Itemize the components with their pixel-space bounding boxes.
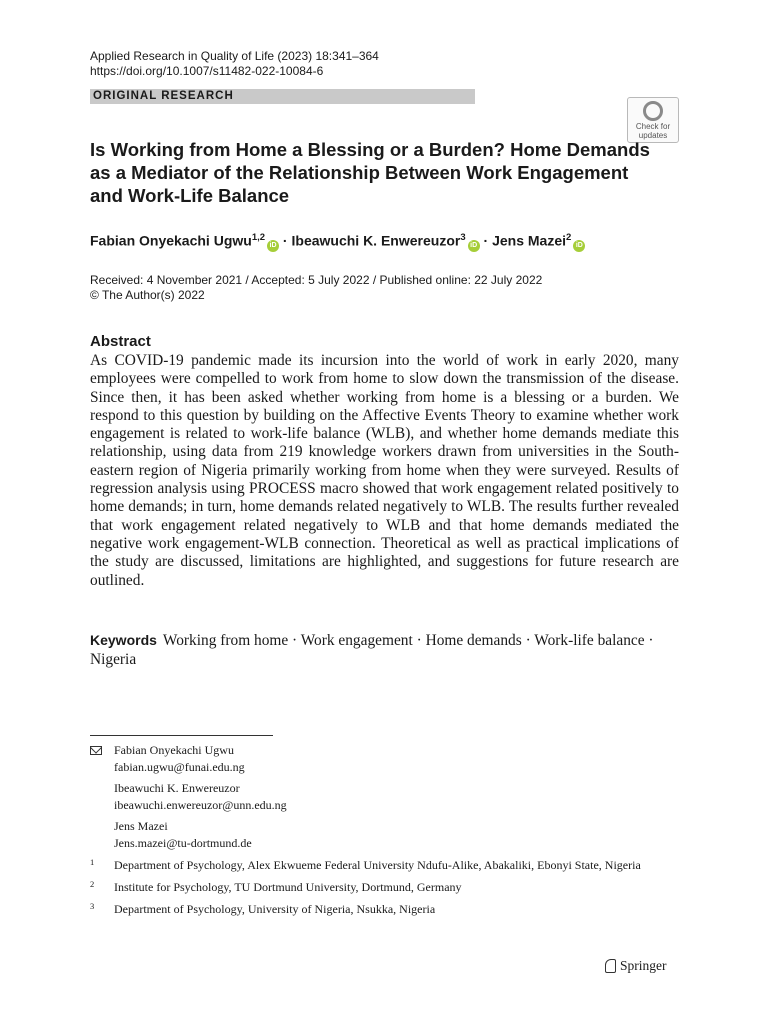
correspondence-name: Ibeawuchi K. Enwereuzor xyxy=(114,781,240,795)
affiliation-text: Institute for Psychology, TU Dortmund University, Dortmund, Germany xyxy=(114,880,462,894)
abstract-heading: Abstract xyxy=(90,333,151,350)
doi-link[interactable]: https://doi.org/10.1007/s11482-022-10084-6 xyxy=(90,64,324,78)
dates-line: Received: 4 November 2021 / Accepted: 5 July 2022 / Published online: 22 July 2022 xyxy=(90,273,543,287)
affiliation-text: Department of Psychology, Alex Ekwueme Federal University Ndufu-Alike, Abakaliki, Ebonyi State, Nigeria xyxy=(114,858,641,872)
author-name: Ibeawuchi K. Enwereuzor xyxy=(291,232,461,249)
affiliations xyxy=(90,858,690,924)
orcid-icon[interactable]: iD xyxy=(468,240,480,252)
article-type-label: ORIGINAL RESEARCH xyxy=(93,90,234,102)
keywords-section xyxy=(90,631,679,669)
check-for-updates-badge[interactable] xyxy=(627,97,679,143)
publication-dates xyxy=(90,273,542,303)
copyright-line: © The Author(s) 2022 xyxy=(90,288,205,302)
author-affiliation-mark: 1,2 xyxy=(251,232,266,243)
affiliation-item xyxy=(90,880,690,895)
author-name: Fabian Onyekachi Ugwu xyxy=(90,232,252,249)
journal-line: Applied Research in Quality of Life (2023) 18:341–364 xyxy=(90,49,379,63)
envelope-icon xyxy=(90,746,102,755)
author-affiliation-mark: 2 xyxy=(566,232,572,243)
correspondence-entry xyxy=(114,818,690,851)
affiliation-number: 1 xyxy=(90,857,95,867)
affiliation-text: Department of Psychology, University of Nigeria, Nsukka, Nigeria xyxy=(114,902,436,916)
keywords-text: Working from home · Work engagement · Home demands · Work-life balance · Nigeria xyxy=(90,632,654,668)
author-name: Jens Mazei xyxy=(492,232,567,249)
check-line-1: Check for xyxy=(635,122,671,131)
journal-citation xyxy=(90,49,379,79)
author-list xyxy=(90,232,585,252)
author-affiliation-mark: 3 xyxy=(460,232,466,243)
springer-horse-icon xyxy=(605,959,616,973)
author-separator: · xyxy=(479,232,493,249)
correspondence-email[interactable]: Jens.mazei@tu-dortmund.de xyxy=(114,835,252,850)
publisher-logo xyxy=(605,958,667,974)
correspondence-entry xyxy=(114,742,690,775)
publisher-name: Springer xyxy=(620,958,667,973)
article-type-banner xyxy=(90,89,475,104)
orcid-icon[interactable]: iD xyxy=(267,240,279,252)
keywords-heading: Keywords xyxy=(90,632,157,648)
correspondence-entry xyxy=(114,780,690,813)
correspondence-block xyxy=(90,742,690,856)
correspondence-email[interactable]: fabian.ugwu@funai.edu.ng xyxy=(114,759,245,774)
abstract-text: As COVID-19 pandemic made its incursion into the world of work in early 2020, many employees were compelled to work from home to slow down the transmission of the disease. Since then, it has been asked whether working from home is a blessing or a burden. We respond to this question by building on the Affective Events Theory to examine whether work engagement is related to work-life balance (WLB), and whether home demands mediate this relationship, using data from 219 knowledge workers drawn from universities in the South-eastern region of Nigeria primarily working from home when they were surveyed. Results of regression analysis using PROCESS macro showed that work engagement related positively to home demands; in turn, home demands related negatively to WLB. The results further revealed that work engagement related negatively to WLB and that home demands mediated the negative work engagement-WLB connection. Theoretical as well as practical implications of the study are discussed, limitations are highlighted, and suggestions for future research are outlined. xyxy=(90,352,679,589)
check-line-2: updates xyxy=(638,131,668,140)
article-title: Is Working from Home a Blessing or a Burden? Home Demands as a Mediator of the Relationship Between Work Engagement and Work-Life Balance xyxy=(90,139,650,206)
footnote-divider xyxy=(90,735,273,736)
affiliation-number: 3 xyxy=(90,901,95,911)
correspondence-name: Jens Mazei xyxy=(114,819,168,833)
affiliation-item xyxy=(90,902,690,917)
author-separator: · xyxy=(279,232,292,249)
affiliation-number: 2 xyxy=(90,879,95,889)
affiliation-item xyxy=(90,858,690,873)
correspondence-email[interactable]: ibeawuchi.enwereuzor@unn.edu.ng xyxy=(114,797,287,812)
bookmark-icon xyxy=(643,101,663,121)
orcid-icon[interactable]: iD xyxy=(573,240,585,252)
correspondence-name: Fabian Onyekachi Ugwu xyxy=(114,743,234,757)
